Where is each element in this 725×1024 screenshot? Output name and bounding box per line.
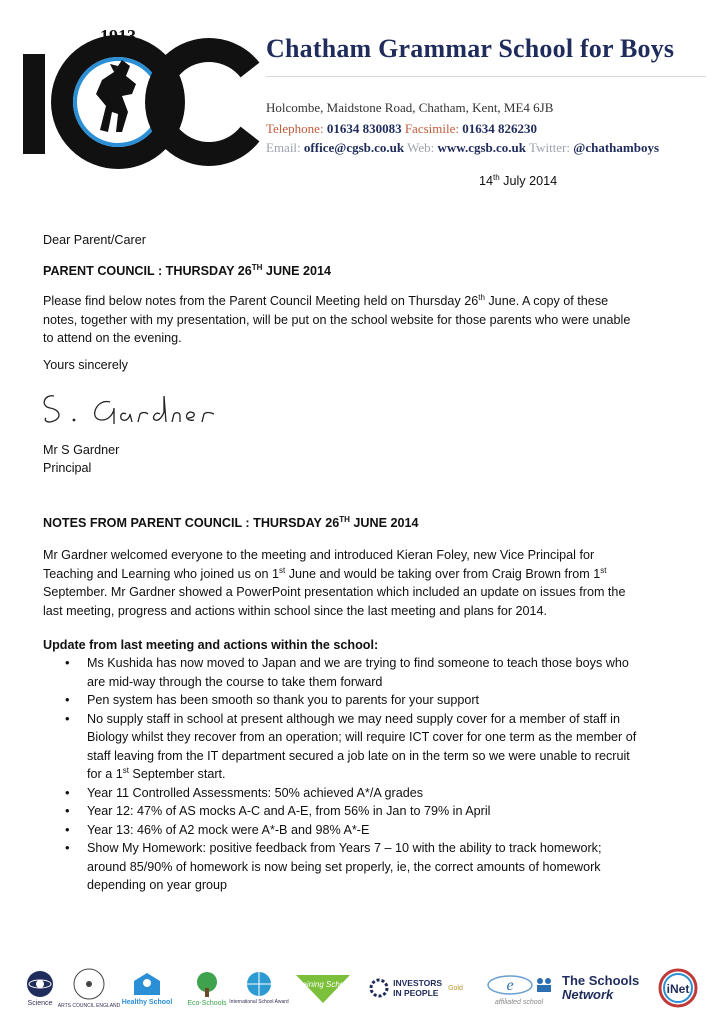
eco-schools-logo: Eco-Schools <box>184 962 230 1014</box>
accreditation-logos <box>20 962 710 1014</box>
investors-in-people-logo: INVESTORS IN PEOPLE Gold <box>364 962 468 1014</box>
list-item: • Show My Homework: positive feedback from Years 7 – 10 with the ability to track homework; around 85/90% of homework is now being set properly, ie, the correct amounts of homework depending on year group <box>43 839 683 895</box>
twitter-label: Twitter: <box>529 140 570 155</box>
svg-text:e: e <box>506 976 514 994</box>
affiliated-school-logo: e affiliated school <box>478 962 560 1014</box>
school-name: Chatham Grammar School for Boys <box>266 34 675 63</box>
list-item: • Pen system has been smooth so thank you to parents for your support <box>43 691 683 710</box>
salutation: Dear Parent/Carer <box>43 233 146 247</box>
training-school-logo <box>292 962 354 1014</box>
list-item: • No supply staff in school at present although we may need supply cover for a member of staff in Biology whilst they recover from an operation; will require ICT cover for one term as the member of staff leaving from the IT department secured a job late on in the term so we were unable to recruit for a 1st September start. <box>43 710 683 784</box>
letter-date: 14th July 2014 <box>479 172 558 188</box>
update-heading: Update from last meeting and actions within the school: <box>43 638 379 652</box>
email-label: Email: <box>266 140 301 155</box>
list-item: • Ms Kushida has now moved to Japan and we are trying to find someone to teach those boys who are mid-way through the course to take them forward <box>43 654 683 691</box>
school-centenary-logo <box>18 20 263 170</box>
signature <box>40 386 240 437</box>
list-item: • Year 11 Controlled Assessments: 50% achieved A*/A grades <box>43 784 683 803</box>
svg-text:iNet: iNet <box>666 982 690 996</box>
science-logo: Science <box>20 962 60 1014</box>
list-item: • Year 13: 46% of A2 mock were A*-B and 98% A*-E <box>43 821 683 840</box>
facsimile-label: Facsimile: <box>404 121 459 136</box>
notes-paragraph: Mr Gardner welcomed everyone to the meeting and introduced Kieran Foley, new Vice Principal for Teaching and Learning who joined us on 1st June and would be taking over from Craig Brown from 1st September. Mr Gardner showed a PowerPoint presentation which included an update on issues from the last meeting, progress and actions within school since the last meeting and plans for 2014. <box>43 548 626 618</box>
twitter-link[interactable]: @chathamboys <box>573 140 660 155</box>
facsimile-number: 01634 826230 <box>462 121 537 136</box>
closing: Yours sincerely <box>43 358 128 372</box>
logo-year-bottom: 2013 <box>100 150 136 170</box>
web-link[interactable]: www.cgsb.co.uk <box>437 140 527 155</box>
school-address: Holcombe, Maidstone Road, Chatham, Kent, ME4 6JB <box>266 100 554 115</box>
intro-paragraph: Please find below notes from the Parent Council Meeting held on Thursday 26th June. A copy of these notes, together with my presentation, will be put on the school website for those parents who were unable to attend on the evening. <box>43 292 631 345</box>
telephone-label: Telephone: <box>266 121 324 136</box>
letterhead-divider <box>266 76 706 77</box>
signer-name: Mr S Gardner <box>43 443 120 457</box>
email-link[interactable]: office@cgsb.co.uk <box>303 140 405 155</box>
inet-logo <box>656 962 700 1014</box>
schools-network-logo: The Schools Network <box>562 973 640 1002</box>
international-school-logo: International School Award <box>234 962 284 1014</box>
healthy-school-logo: Healthy School <box>118 962 176 1014</box>
arts-council-logo: ARTS COUNCIL ENGLAND <box>66 962 112 1014</box>
notes-heading: NOTES FROM PARENT COUNCIL : THURSDAY 26TH JUNE 2014 <box>43 514 419 530</box>
list-item: • Year 12: 47% of AS mocks A-C and A-E, from 56% in Jan to 79% in April <box>43 802 683 821</box>
svg-text:Training School: Training School <box>295 980 351 989</box>
email-web-line <box>266 140 659 156</box>
logo-year-top: 1913 <box>100 26 136 46</box>
signer-title: Principal <box>43 461 92 475</box>
phone-fax-line <box>266 121 537 137</box>
update-list <box>43 654 683 895</box>
telephone-number[interactable]: 01634 830083 <box>326 121 402 136</box>
web-label: Web: <box>407 140 435 155</box>
letter-heading: PARENT COUNCIL : THURSDAY 26TH JUNE 2014 <box>43 262 332 278</box>
